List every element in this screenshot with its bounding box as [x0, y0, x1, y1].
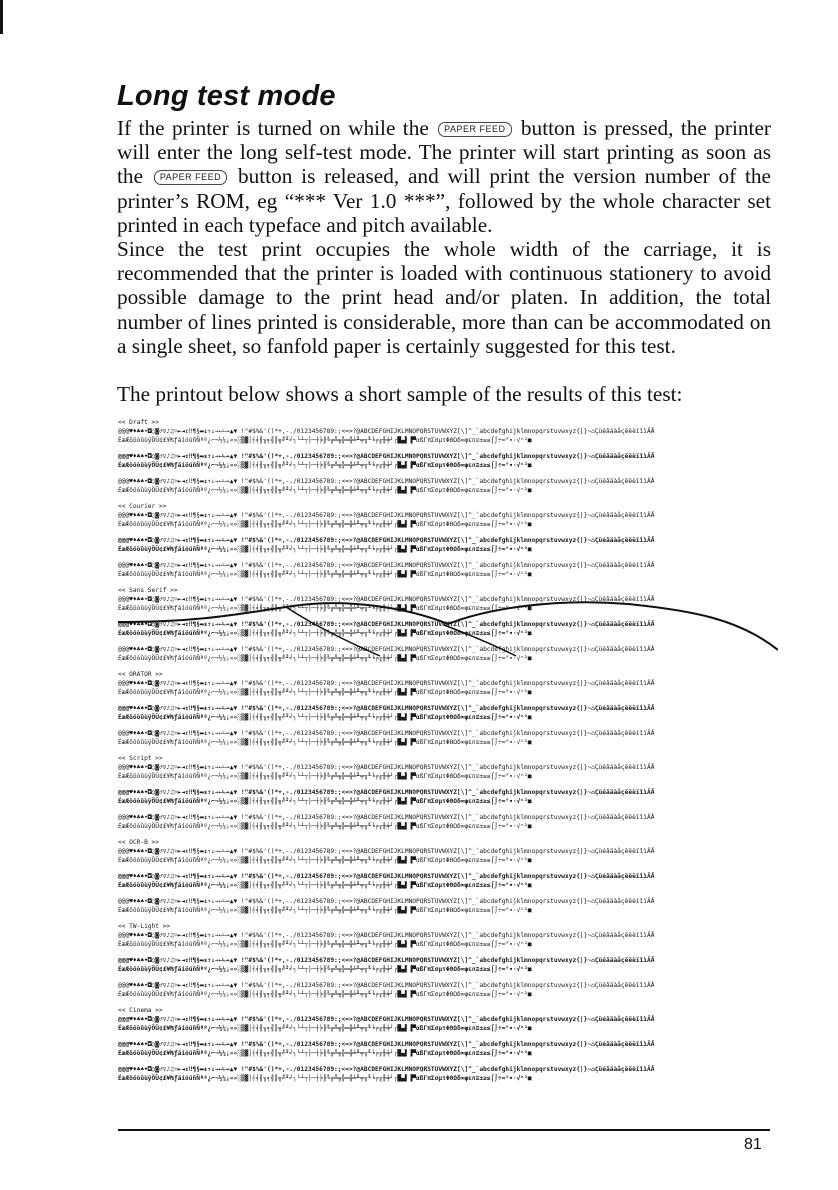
charset-line: ÉæÆôöòûùÿÖÜ¢£¥₧ƒáíóúñÑªº¿⌐¬½¼¡«»░▒▓│┤╡╢╖╕╣║╗╝╜╛┐└┴┬├─┼╞╟╚╔╩╦╠═╬╧╨╤╥╙╘╒╓╫╪┘┌█▄▌▐▀αßΓπΣσµτΦΘΩδ∞φε∩≡±≥≤⌠⌡÷≈°∙·√ⁿ²■ [118, 1050, 532, 1057]
charset-line: @@@♥♦♣♠•◘○◙♂♀♪♫☼►◄↕‼¶§▬↨↑↓→←∟↔▲▼ !"#$%&'()*+,-./0123456789:;<=>?@ABCDEFGHIJKLMNOPQRSTUVWXYZ[\]^_`abcdefghijklmnopqrstuvwxyz{|}~⌂ÇüéâäàåçêëèïîìÄÅ [118, 562, 655, 569]
typeface-label: << Script >> [118, 755, 163, 762]
charset-line: ÉæÆôöòûùÿÖÜ¢£¥₧ƒáíóúñÑªº¿⌐¬½¼¡«»░▒▓│┤╡╢╖╕╣║╗╝╜╛┐└┴┬├─┼╞╟╚╔╩╦╠═╬╧╨╤╥╙╘╒╓╫╪┘┌█▄▌▐▀αßΓπΣσµτΦΘΩδ∞φε∩≡±≥≤⌠⌡÷≈°∙·√ⁿ²■ [118, 605, 532, 612]
charset-line: @@@♥♦♣♠•◘○◙♂♀♪♫☼►◄↕‼¶§▬↨↑↓→←∟↔▲▼ !"#$%&'()*+,-./0123456789:;<=>?@ABCDEFGHIJKLMNOPQRSTUVWXYZ[\]^_`abcdefghijklmnopqrstuvwxyz{|}~⌂ÇüéâäàåçêëèïîìÄÅ [118, 512, 655, 519]
typeface-label: << OCR-B >> [118, 839, 159, 846]
paper-curl-illustration [118, 598, 778, 658]
recommendation-paragraph: Since the test print occupies the whole width of the carriage, it is recommended that the printer is loaded with continuous stationery to avoid possible damage to the print head and/or platen. In addition, the total number of lines printed is considerable, more than can be accommodated on a single sheet, so fanfold paper is certainly suggested for this test. [117, 237, 771, 358]
charset-line: ÉæÆôöòûùÿÖÜ¢£¥₧ƒáíóúñÑªº¿⌐¬½¼¡«»░▒▓│┤╡╢╖╕╣║╗╝╜╛┐└┴┬├─┼╞╟╚╔╩╦╠═╬╧╨╤╥╙╘╒╓╫╪┘┌█▄▌▐▀αßΓπΣσµτΦΘΩδ∞φε∩≡±≥≤⌠⌡÷≈°∙·√ⁿ²■ [118, 546, 532, 553]
charset-line: ÉæÆôöòûùÿÖÜ¢£¥₧ƒáíóúñÑªº¿⌐¬½¼¡«»░▒▓│┤╡╢╖╕╣║╗╝╜╛┐└┴┬├─┼╞╟╚╔╩╦╠═╬╧╨╤╥╙╘╒╓╫╪┘┌█▄▌▐▀αßΓπΣσµτΦΘΩδ∞φε∩≡±≥≤⌠⌡÷≈°∙·√ⁿ²■ [118, 857, 532, 864]
charset-line: ÉæÆôöòûùÿÖÜ¢£¥₧ƒáíóúñÑªº¿⌐¬½¼¡«»░▒▓│┤╡╢╖╕╣║╗╝╜╛┐└┴┬├─┼╞╟╚╔╩╦╠═╬╧╨╤╥╙╘╒╓╫╪┘┌█▄▌▐▀αßΓπΣσµτΦΘΩδ∞φε∩≡±≥≤⌠⌡÷≈°∙·√ⁿ²■ [118, 655, 532, 662]
charset-line: ÉæÆôöòûùÿÖÜ¢£¥₧ƒáíóúñÑªº¿⌐¬½¼¡«»░▒▓│┤╡╢╖╕╣║╗╝╜╛┐└┴┬├─┼╞╟╚╔╩╦╠═╬╧╨╤╥╙╘╒╓╫╪┘┌█▄▌▐▀αßΓπΣσµτΦΘΩδ∞φε∩≡±≥≤⌠⌡÷≈°∙·√ⁿ²■ [118, 630, 532, 637]
charset-line: @@@♥♦♣♠•◘○◙♂♀♪♫☼►◄↕‼¶§▬↨↑↓→←∟↔▲▼ !"#$%&'()*+,-./0123456789:;<=>?@ABCDEFGHIJKLMNOPQRSTUVWXYZ[\]^_`abcdefghijklmnopqrstuvwxyz{|}~⌂ÇüéâäàåçêëèïîìÄÅ [118, 1016, 655, 1023]
charset-line: ÉæÆôöòûùÿÖÜ¢£¥₧ƒáíóúñÑªº¿⌐¬½¼¡«»░▒▓│┤╡╢╖╕╣║╗╝╜╛┐└┴┬├─┼╞╟╚╔╩╦╠═╬╧╨╤╥╙╘╒╓╫╪┘┌█▄▌▐▀αßΓπΣσµτΦΘΩδ∞φε∩≡±≥≤⌠⌡÷≈°∙·√ⁿ²■ [118, 521, 532, 528]
charset-line: @@@♥♦♣♠•◘○◙♂♀♪♫☼►◄↕‼¶§▬↨↑↓→←∟↔▲▼ !"#$%&'()*+,-./0123456789:;<=>?@ABCDEFGHIJKLMNOPQRSTUVWXYZ[\]^_`abcdefghijklmnopqrstuvwxyz{|}~⌂ÇüéâäàåçêëèïîìÄÅ [118, 621, 655, 628]
charset-line: ÉæÆôöòûùÿÖÜ¢£¥₧ƒáíóúñÑªº¿⌐¬½¼¡«»░▒▓│┤╡╢╖╕╣║╗╝╜╛┐└┴┬├─┼╞╟╚╔╩╦╠═╬╧╨╤╥╙╘╒╓╫╪┘┌█▄▌▐▀αßΓπΣσµτΦΘΩδ∞φε∩≡±≥≤⌠⌡÷≈°∙·√ⁿ²■ [118, 714, 532, 721]
charset-line: ÉæÆôöòûùÿÖÜ¢£¥₧ƒáíóúñÑªº¿⌐¬½¼¡«»░▒▓│┤╡╢╖╕╣║╗╝╜╛┐└┴┬├─┼╞╟╚╔╩╦╠═╬╧╨╤╥╙╘╒╓╫╪┘┌█▄▌▐▀αßΓπΣσµτΦΘΩδ∞φε∩≡±≥≤⌠⌡÷≈°∙·√ⁿ²■ [118, 823, 532, 830]
section-heading: Long test mode [117, 80, 336, 112]
intro-text-2: button is pressed, the printer will enter the long self-test mode. The printer will start printing as soon as the [117, 116, 771, 189]
footer-rule [118, 1129, 770, 1131]
charset-line: @@@♥♦♣♠•◘○◙♂♀♪♫☼►◄↕‼¶§▬↨↑↓→←∟↔▲▼ !"#$%&'()*+,-./0123456789:;<=>?@ABCDEFGHIJKLMNOPQRSTUVWXYZ[\]^_`abcdefghijklmnopqrstuvwxyz{|}~⌂ÇüéâäàåçêëèïîìÄÅ [118, 646, 655, 653]
charset-line: ÉæÆôöòûùÿÖÜ¢£¥₧ƒáíóúñÑªº¿⌐¬½¼¡«»░▒▓│┤╡╢╖╕╣║╗╝╜╛┐└┴┬├─┼╞╟╚╔╩╦╠═╬╧╨╤╥╙╘╒╓╫╪┘┌█▄▌▐▀αßΓπΣσµτΦΘΩδ∞φε∩≡±≥≤⌠⌡÷≈°∙·√ⁿ²■ [118, 991, 532, 998]
page-edge-mark [0, 0, 3, 34]
charset-line: @@@♥♦♣♠•◘○◙♂♀♪♫☼►◄↕‼¶§▬↨↑↓→←∟↔▲▼ !"#$%&'()*+,-./0123456789:;<=>?@ABCDEFGHIJKLMNOPQRSTUVWXYZ[\]^_`abcdefghijklmnopqrstuvwxyz{|}~⌂ÇüéâäàåçêëèïîìÄÅ [118, 453, 655, 460]
printout-intro-paragraph: The printout below shows a short sample of the results of this test: [117, 382, 683, 406]
charset-line: ÉæÆôöòûùÿÖÜ¢£¥₧ƒáíóúñÑªº¿⌐¬½¼¡«»░▒▓│┤╡╢╖╕╣║╗╝╜╛┐└┴┬├─┼╞╟╚╔╩╦╠═╬╧╨╤╥╙╘╒╓╫╪┘┌█▄▌▐▀αßΓπΣσµτΦΘΩδ∞φε∩≡±≥≤⌠⌡÷≈°∙·√ⁿ²■ [118, 487, 532, 494]
charset-line: ÉæÆôöòûùÿÖÜ¢£¥₧ƒáíóúñÑªº¿⌐¬½¼¡«»░▒▓│┤╡╢╖╕╣║╗╝╜╛┐└┴┬├─┼╞╟╚╔╩╦╠═╬╧╨╤╥╙╘╒╓╫╪┘┌█▄▌▐▀αßΓπΣσµτΦΘΩδ∞φε∩≡±≥≤⌠⌡÷≈°∙·√ⁿ²■ [118, 1075, 532, 1082]
charset-line: @@@♥♦♣♠•◘○◙♂♀♪♫☼►◄↕‼¶§▬↨↑↓→←∟↔▲▼ !"#$%&'()*+,-./0123456789:;<=>?@ABCDEFGHIJKLMNOPQRSTUVWXYZ[\]^_`abcdefghijklmnopqrstuvwxyz{|}~⌂ÇüéâäàåçêëèïîìÄÅ [118, 789, 655, 796]
charset-line: @@@♥♦♣♠•◘○◙♂♀♪♫☼►◄↕‼¶§▬↨↑↓→←∟↔▲▼ !"#$%&'()*+,-./0123456789:;<=>?@ABCDEFGHIJKLMNOPQRSTUVWXYZ[\]^_`abcdefghijklmnopqrstuvwxyz{|}~⌂ÇüéâäàåçêëèïîìÄÅ [118, 932, 655, 939]
charset-line: ÉæÆôöòûùÿÖÜ¢£¥₧ƒáíóúñÑªº¿⌐¬½¼¡«»░▒▓│┤╡╢╖╕╣║╗╝╜╛┐└┴┬├─┼╞╟╚╔╩╦╠═╬╧╨╤╥╙╘╒╓╫╪┘┌█▄▌▐▀αßΓπΣσµτΦΘΩδ∞φε∩≡±≥≤⌠⌡÷≈°∙·√ⁿ²■ [118, 1025, 532, 1032]
intro-paragraph [117, 116, 771, 237]
typeface-label: << Courier >> [118, 503, 167, 510]
charset-line: @@@♥♦♣♠•◘○◙♂♀♪♫☼►◄↕‼¶§▬↨↑↓→←∟↔▲▼ !"#$%&'()*+,-./0123456789:;<=>?@ABCDEFGHIJKLMNOPQRSTUVWXYZ[\]^_`abcdefghijklmnopqrstuvwxyz{|}~⌂ÇüéâäàåçêëèïîìÄÅ [118, 428, 655, 435]
charset-line: @@@♥♦♣♠•◘○◙♂♀♪♫☼►◄↕‼¶§▬↨↑↓→←∟↔▲▼ !"#$%&'()*+,-./0123456789:;<=>?@ABCDEFGHIJKLMNOPQRSTUVWXYZ[\]^_`abcdefghijklmnopqrstuvwxyz{|}~⌂ÇüéâäàåçêëèïîìÄÅ [118, 898, 655, 905]
charset-line: ÉæÆôöòûùÿÖÜ¢£¥₧ƒáíóúñÑªº¿⌐¬½¼¡«»░▒▓│┤╡╢╖╕╣║╗╝╜╛┐└┴┬├─┼╞╟╚╔╩╦╠═╬╧╨╤╥╙╘╒╓╫╪┘┌█▄▌▐▀αßΓπΣσµτΦΘΩδ∞φε∩≡±≥≤⌠⌡÷≈°∙·√ⁿ²■ [118, 907, 532, 914]
typeface-label: << Cinema >> [118, 1007, 163, 1014]
charset-line: @@@♥♦♣♠•◘○◙♂♀♪♫☼►◄↕‼¶§▬↨↑↓→←∟↔▲▼ !"#$%&'()*+,-./0123456789:;<=>?@ABCDEFGHIJKLMNOPQRSTUVWXYZ[\]^_`abcdefghijklmnopqrstuvwxyz{|}~⌂ÇüéâäàåçêëèïîìÄÅ [118, 814, 655, 821]
charset-line: @@@♥♦♣♠•◘○◙♂♀♪♫☼►◄↕‼¶§▬↨↑↓→←∟↔▲▼ !"#$%&'()*+,-./0123456789:;<=>?@ABCDEFGHIJKLMNOPQRSTUVWXYZ[\]^_`abcdefghijklmnopqrstuvwxyz{|}~⌂ÇüéâäàåçêëèïîìÄÅ [118, 982, 655, 989]
paper-feed-key: PAPER FEED [438, 122, 511, 137]
intro-text-1: If the printer is turned on while the [117, 116, 429, 140]
charset-line: @@@♥♦♣♠•◘○◙♂♀♪♫☼►◄↕‼¶§▬↨↑↓→←∟↔▲▼ !"#$%&'()*+,-./0123456789:;<=>?@ABCDEFGHIJKLMNOPQRSTUVWXYZ[\]^_`abcdefghijklmnopqrstuvwxyz{|}~⌂ÇüéâäàåçêëèïîìÄÅ [118, 957, 655, 964]
charset-line: ÉæÆôöòûùÿÖÜ¢£¥₧ƒáíóúñÑªº¿⌐¬½¼¡«»░▒▓│┤╡╢╖╕╣║╗╝╜╛┐└┴┬├─┼╞╟╚╔╩╦╠═╬╧╨╤╥╙╘╒╓╫╪┘┌█▄▌▐▀αßΓπΣσµτΦΘΩδ∞φε∩≡±≥≤⌠⌡÷≈°∙·√ⁿ²■ [118, 941, 532, 948]
typeface-label: << TW-Light >> [118, 923, 171, 930]
intro-text-3: button is released, and will print the version number of the printer’s ROM, eg “*** Ver 1.0 ***”, followed by the whole character set printed in each typeface and pitch available. [117, 164, 772, 237]
charset-line: @@@♥♦♣♠•◘○◙♂♀♪♫☼►◄↕‼¶§▬↨↑↓→←∟↔▲▼ !"#$%&'()*+,-./0123456789:;<=>?@ABCDEFGHIJKLMNOPQRSTUVWXYZ[\]^_`abcdefghijklmnopqrstuvwxyz{|}~⌂ÇüéâäàåçêëèïîìÄÅ [118, 596, 655, 603]
charset-line: @@@♥♦♣♠•◘○◙♂♀♪♫☼►◄↕‼¶§▬↨↑↓→←∟↔▲▼ !"#$%&'()*+,-./0123456789:;<=>?@ABCDEFGHIJKLMNOPQRSTUVWXYZ[\]^_`abcdefghijklmnopqrstuvwxyz{|}~⌂ÇüéâäàåçêëèïîìÄÅ [118, 730, 655, 737]
charset-line: @@@♥♦♣♠•◘○◙♂♀♪♫☼►◄↕‼¶§▬↨↑↓→←∟↔▲▼ !"#$%&'()*+,-./0123456789:;<=>?@ABCDEFGHIJKLMNOPQRSTUVWXYZ[\]^_`abcdefghijklmnopqrstuvwxyz{|}~⌂ÇüéâäàåçêëèïîìÄÅ [118, 1066, 655, 1073]
charset-line: ÉæÆôöòûùÿÖÜ¢£¥₧ƒáíóúñÑªº¿⌐¬½¼¡«»░▒▓│┤╡╢╖╕╣║╗╝╜╛┐└┴┬├─┼╞╟╚╔╩╦╠═╬╧╨╤╥╙╘╒╓╫╪┘┌█▄▌▐▀αßΓπΣσµτΦΘΩδ∞φε∩≡±≥≤⌠⌡÷≈°∙·√ⁿ²■ [118, 462, 532, 469]
charset-line: @@@♥♦♣♠•◘○◙♂♀♪♫☼►◄↕‼¶§▬↨↑↓→←∟↔▲▼ !"#$%&'()*+,-./0123456789:;<=>?@ABCDEFGHIJKLMNOPQRSTUVWXYZ[\]^_`abcdefghijklmnopqrstuvwxyz{|}~⌂ÇüéâäàåçêëèïîìÄÅ [118, 873, 655, 880]
charset-line: @@@♥♦♣♠•◘○◙♂♀♪♫☼►◄↕‼¶§▬↨↑↓→←∟↔▲▼ !"#$%&'()*+,-./0123456789:;<=>?@ABCDEFGHIJKLMNOPQRSTUVWXYZ[\]^_`abcdefghijklmnopqrstuvwxyz{|}~⌂ÇüéâäàåçêëèïîìÄÅ [118, 680, 655, 687]
charset-line: ÉæÆôöòûùÿÖÜ¢£¥₧ƒáíóúñÑªº¿⌐¬½¼¡«»░▒▓│┤╡╢╖╕╣║╗╝╜╛┐└┴┬├─┼╞╟╚╔╩╦╠═╬╧╨╤╥╙╘╒╓╫╪┘┌█▄▌▐▀αßΓπΣσµτΦΘΩδ∞φε∩≡±≥≤⌠⌡÷≈°∙·√ⁿ²■ [118, 739, 532, 746]
charset-line: ÉæÆôöòûùÿÖÜ¢£¥₧ƒáíóúñÑªº¿⌐¬½¼¡«»░▒▓│┤╡╢╖╕╣║╗╝╜╛┐└┴┬├─┼╞╟╚╔╩╦╠═╬╧╨╤╥╙╘╒╓╫╪┘┌█▄▌▐▀αßΓπΣσµτΦΘΩδ∞φε∩≡±≥≤⌠⌡÷≈°∙·√ⁿ²■ [118, 437, 532, 444]
charset-line: ÉæÆôöòûùÿÖÜ¢£¥₧ƒáíóúñÑªº¿⌐¬½¼¡«»░▒▓│┤╡╢╖╕╣║╗╝╜╛┐└┴┬├─┼╞╟╚╔╩╦╠═╬╧╨╤╥╙╘╒╓╫╪┘┌█▄▌▐▀αßΓπΣσµτΦΘΩδ∞φε∩≡±≥≤⌠⌡÷≈°∙·√ⁿ²■ [118, 773, 532, 780]
page-number: 81 [744, 1136, 762, 1153]
charset-line: @@@♥♦♣♠•◘○◙♂♀♪♫☼►◄↕‼¶§▬↨↑↓→←∟↔▲▼ !"#$%&'()*+,-./0123456789:;<=>?@ABCDEFGHIJKLMNOPQRSTUVWXYZ[\]^_`abcdefghijklmnopqrstuvwxyz{|}~⌂ÇüéâäàåçêëèïîìÄÅ [118, 848, 655, 855]
typeface-label: << Draft >> [118, 419, 159, 426]
charset-line: @@@♥♦♣♠•◘○◙♂♀♪♫☼►◄↕‼¶§▬↨↑↓→←∟↔▲▼ !"#$%&'()*+,-./0123456789:;<=>?@ABCDEFGHIJKLMNOPQRSTUVWXYZ[\]^_`abcdefghijklmnopqrstuvwxyz{|}~⌂ÇüéâäàåçêëèïîìÄÅ [118, 478, 655, 485]
typeface-label: << ORATOR >> [118, 671, 163, 678]
charset-line: @@@♥♦♣♠•◘○◙♂♀♪♫☼►◄↕‼¶§▬↨↑↓→←∟↔▲▼ !"#$%&'()*+,-./0123456789:;<=>?@ABCDEFGHIJKLMNOPQRSTUVWXYZ[\]^_`abcdefghijklmnopqrstuvwxyz{|}~⌂ÇüéâäàåçêëèïîìÄÅ [118, 764, 655, 771]
charset-line: @@@♥♦♣♠•◘○◙♂♀♪♫☼►◄↕‼¶§▬↨↑↓→←∟↔▲▼ !"#$%&'()*+,-./0123456789:;<=>?@ABCDEFGHIJKLMNOPQRSTUVWXYZ[\]^_`abcdefghijklmnopqrstuvwxyz{|}~⌂ÇüéâäàåçêëèïîìÄÅ [118, 537, 655, 544]
typeface-label: << Sans Serif >> [118, 587, 178, 594]
charset-line: ÉæÆôöòûùÿÖÜ¢£¥₧ƒáíóúñÑªº¿⌐¬½¼¡«»░▒▓│┤╡╢╖╕╣║╗╝╜╛┐└┴┬├─┼╞╟╚╔╩╦╠═╬╧╨╤╥╙╘╒╓╫╪┘┌█▄▌▐▀αßΓπΣσµτΦΘΩδ∞φε∩≡±≥≤⌠⌡÷≈°∙·√ⁿ²■ [118, 571, 532, 578]
charset-line: @@@♥♦♣♠•◘○◙♂♀♪♫☼►◄↕‼¶§▬↨↑↓→←∟↔▲▼ !"#$%&'()*+,-./0123456789:;<=>?@ABCDEFGHIJKLMNOPQRSTUVWXYZ[\]^_`abcdefghijklmnopqrstuvwxyz{|}~⌂ÇüéâäàåçêëèïîìÄÅ [118, 1041, 655, 1048]
charset-line: ÉæÆôöòûùÿÖÜ¢£¥₧ƒáíóúñÑªº¿⌐¬½¼¡«»░▒▓│┤╡╢╖╕╣║╗╝╜╛┐└┴┬├─┼╞╟╚╔╩╦╠═╬╧╨╤╥╙╘╒╓╫╪┘┌█▄▌▐▀αßΓπΣσµτΦΘΩδ∞φε∩≡±≥≤⌠⌡÷≈°∙·√ⁿ²■ [118, 689, 532, 696]
charset-line: ÉæÆôöòûùÿÖÜ¢£¥₧ƒáíóúñÑªº¿⌐¬½¼¡«»░▒▓│┤╡╢╖╕╣║╗╝╜╛┐└┴┬├─┼╞╟╚╔╩╦╠═╬╧╨╤╥╙╘╒╓╫╪┘┌█▄▌▐▀αßΓπΣσµτΦΘΩδ∞φε∩≡±≥≤⌠⌡÷≈°∙·√ⁿ²■ [118, 798, 532, 805]
paper-feed-key: PAPER FEED [154, 170, 227, 185]
test-printout-sample [118, 418, 778, 1083]
charset-line: ÉæÆôöòûùÿÖÜ¢£¥₧ƒáíóúñÑªº¿⌐¬½¼¡«»░▒▓│┤╡╢╖╕╣║╗╝╜╛┐└┴┬├─┼╞╟╚╔╩╦╠═╬╧╨╤╥╙╘╒╓╫╪┘┌█▄▌▐▀αßΓπΣσµτΦΘΩδ∞φε∩≡±≥≤⌠⌡÷≈°∙·√ⁿ²■ [118, 882, 532, 889]
charset-line: ÉæÆôöòûùÿÖÜ¢£¥₧ƒáíóúñÑªº¿⌐¬½¼¡«»░▒▓│┤╡╢╖╕╣║╗╝╜╛┐└┴┬├─┼╞╟╚╔╩╦╠═╬╧╨╤╥╙╘╒╓╫╪┘┌█▄▌▐▀αßΓπΣσµτΦΘΩδ∞φε∩≡±≥≤⌠⌡÷≈°∙·√ⁿ²■ [118, 966, 532, 973]
charset-line: @@@♥♦♣♠•◘○◙♂♀♪♫☼►◄↕‼¶§▬↨↑↓→←∟↔▲▼ !"#$%&'()*+,-./0123456789:;<=>?@ABCDEFGHIJKLMNOPQRSTUVWXYZ[\]^_`abcdefghijklmnopqrstuvwxyz{|}~⌂ÇüéâäàåçêëèïîìÄÅ [118, 705, 655, 712]
